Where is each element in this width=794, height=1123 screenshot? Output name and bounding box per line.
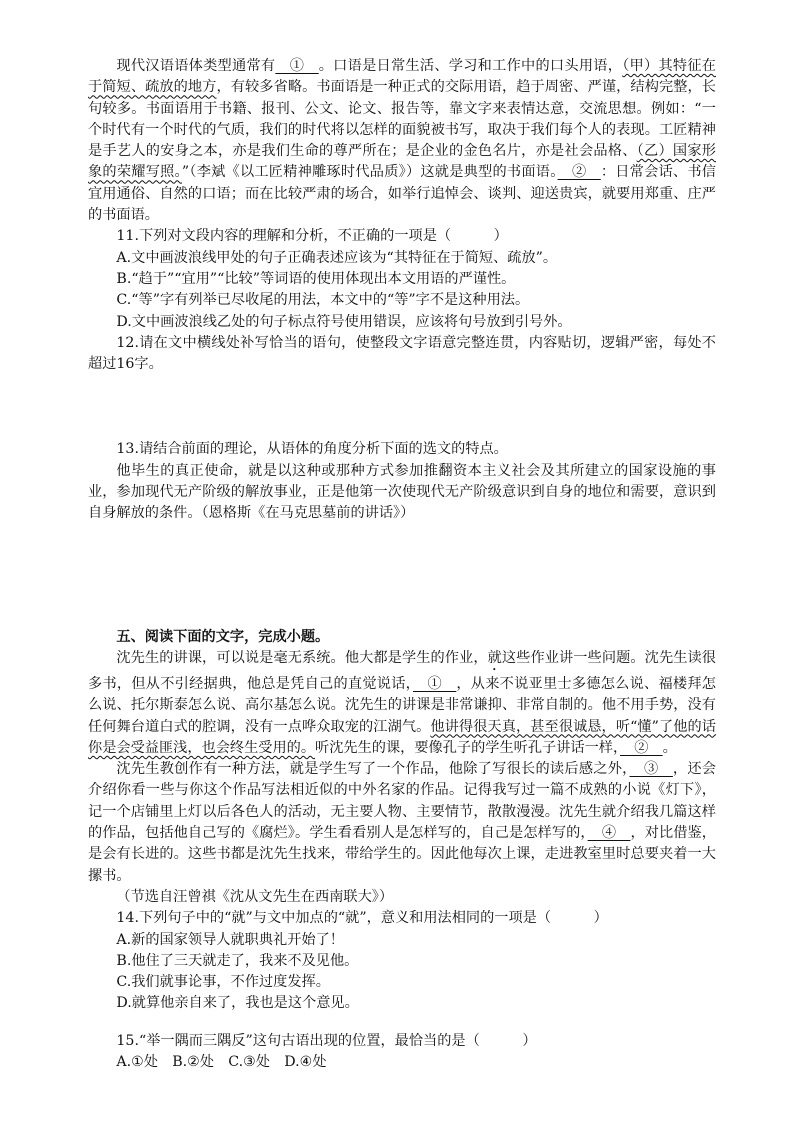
blank-4: ④	[587, 825, 631, 842]
question-14-option-a: A.新的国家领导人就职典礼开始了！	[116, 931, 344, 948]
passage-text: 这些作业讲一些问题。沈先生读很多书，但从不引经据典，他总是凭自己的直觉说话，	[88, 649, 716, 692]
question-11-option-c: C.“等”字有列举已尽收尾的用法，本文中的“等”字不是这种用法。	[116, 292, 530, 309]
question-13-quote: 他毕生的真正使命，就是以这种或那种方式参加推翻资本主义社会及其所建立的国家设施的事业，参加现代无产阶级的解放事业，正是他第一次使现代无产阶级意识到自身的地位和需要，意识到自身解放的条件。（恩格斯《在马克思墓前的讲话》）	[88, 462, 716, 522]
answer-space	[88, 525, 716, 627]
passage-text: 沈先生的讲课，可以说是毫无系统。他大都是学生的作业，	[116, 649, 488, 666]
blank-1: ①	[275, 58, 319, 74]
passage-text: ，从来不说亚里士多德怎么说、福楼拜怎么说、托尔斯泰怎么说、高尔基怎么说。沈先生的讲课是非常谦抑、非常自制的。他不用手势，没有任何舞台道白式的腔调，没有一点哗众取宠的江湖气。	[88, 675, 716, 735]
blank-1: ①	[413, 675, 457, 692]
passage-text: ，还会介绍你看一些与你这个作品写法相近似的中外名家的作品。记得我写过一篇不成熟的小说《灯下》，记一个店铺里上灯以后各色人的活动，无主要人物、主要情节，散散漫漫。沈先生就介绍我几篇这样的作品，包括他自己写的《腐烂》。学生看看别人是怎样写的，自己是怎样写的，	[88, 761, 716, 842]
question-12: 12.请在文中横线处补写恰当的语句，使整段文字语意完整连贯，内容贴切，逻辑严密，每处不超过16字。	[88, 334, 716, 373]
dotted-char-jiu: 就	[487, 649, 502, 666]
spacer	[88, 1015, 716, 1031]
question-14-option-c: C.我们就事论事，不作过度发挥。	[116, 974, 330, 991]
document-page	[88, 56, 716, 1073]
question-14-stem: 14.下列句子中的“就”与文中加点的“就”，意义和用法相同的一项是（ ）	[116, 910, 608, 927]
blank-2: ②	[557, 164, 601, 181]
question-14-option-b: B.他住了三天就走了，我来不及见他。	[116, 952, 359, 969]
passage-2-paragraph-1	[88, 648, 716, 759]
blank-2: ②	[620, 739, 663, 756]
question-13-stem: 13.请结合前面的理论，从语体的角度分析下面的选文的特点。	[116, 441, 508, 458]
question-11-option-a: A.文中画波浪线甲处的句子正确表述应该为“其特征在于简短、疏放”。	[116, 249, 558, 266]
passage-text: 现代汉语语体类型通常有	[116, 58, 276, 74]
passage-2-paragraph-2	[88, 759, 716, 887]
question-15-options: A.①处 B.②处 C.③处 D.④处	[116, 1053, 327, 1070]
answer-space	[88, 375, 716, 439]
question-11-stem: 11.下列对文段内容的理解和分析，不正确的一项是（ ）	[116, 228, 508, 245]
wavy-underline-sentence: 他讲得很天真，甚至很诚恳，听“懂”了他的话你是会受益匪浅，也会终生受用的。	[88, 718, 716, 756]
passage-text: ”（李斌《以工匠精神雕琢时代品质》）这就是典型的书面语。	[181, 164, 558, 181]
passage-text: 。口语是日常生活、学习和工作中的口头用语，	[318, 58, 623, 74]
blank-3: ③	[629, 761, 673, 778]
passage-1	[88, 56, 716, 226]
passage-text: ，有较多省略。书面语是一种正式的交际用语，趋于周密、严谨，结构完整，长句较多。书面语用于书籍、报刊、公文、论文、报告等，靠文字来表情达意，交流思想。例如：“一个时代有一个时代的气质，我们的时代将以怎样的面貌被书写，取决于我们每个人的表现。工匠精神是手艺人的安身之本，亦是我们生命的尊严所在；是企业的金色名片，亦是社会品格、	[88, 79, 716, 160]
question-11-option-b: B.“趋于”“宜用”“比较”等词语的使用体现出本文用语的严谨性。	[116, 270, 516, 287]
passage-text: ：日常会话、书信宜用通俗、自然的口语；而在比较严肃的场合，如举行追悼会、谈判、迎送贵宾，就要用郑重、庄严的书面语。	[88, 164, 716, 224]
passage-text: 。	[662, 739, 677, 756]
passage-source: （节选自汪曾祺《沈从文先生在西南联大》）	[116, 888, 394, 905]
question-14-option-d: D.就算他亲自来了，我也是这个意见。	[116, 995, 359, 1012]
wavy-underline-jia: （甲）其特征在于简短、疏放的地方	[88, 58, 716, 96]
section-5-heading: 五、阅读下面的文字，完成小题。	[116, 628, 330, 645]
wavy-underline-yi: （乙）国家形象的荣耀写照。	[88, 143, 716, 181]
question-15-stem: 15.“举一隅而三隅反”这句古语出现的位置，最恰当的是（ ）	[116, 1032, 537, 1049]
question-11-option-d: D.文中画波浪线乙处的句子标点符号使用错误，应该将句号放到引号外。	[116, 313, 572, 330]
passage-text: ，对比借鉴，是会有长进的。这些书都是沈先生找来，带给学生的。因此他每次上课，走进教室里时总要夹着一大摞书。	[88, 825, 716, 884]
passage-text: 沈先生教创作有一种方法，就是学生写了一个作品，他除了写很长的读后感之外，	[116, 761, 630, 778]
passage-text: 听沈先生的课，要像孔子的学生听孔子讲话一样，	[315, 739, 621, 756]
